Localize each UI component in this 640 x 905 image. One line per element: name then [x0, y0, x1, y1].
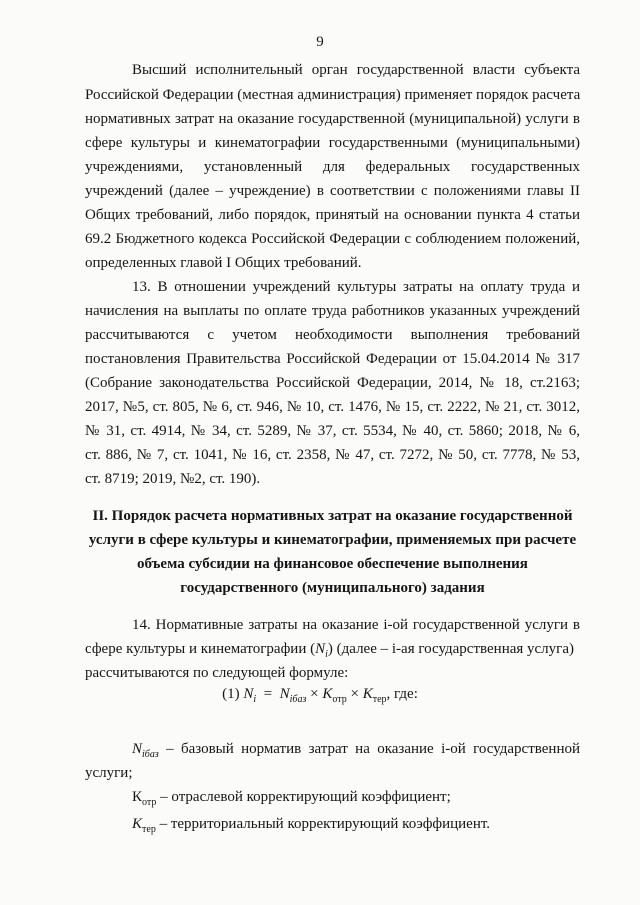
formula-times: ×	[310, 686, 319, 702]
symbol: N	[315, 641, 326, 657]
paragraph-line: рассчитываются по следующей формуле:	[85, 665, 349, 681]
paragraph-line: (Собрание законодательства Российской Федерации, 2014, № 18, ст.2163;	[85, 375, 580, 391]
section-heading-line: услуги в сфере культуры и кинематографии, применяемых при расчете	[88, 532, 577, 548]
page-number: 9	[316, 34, 324, 50]
symbol-subscript: отр	[142, 797, 157, 808]
paragraph-line: учреждений (далее – учреждение) в соответствии с положениями главы II	[85, 183, 580, 199]
section-heading-line: государственного (муниципального) задания	[180, 580, 485, 596]
formula-tail: , где:	[386, 686, 418, 702]
definition-text: – территориальный корректирующий коэффициент.	[159, 816, 491, 832]
section-heading-line: объема субсидии на финансовое обеспечение выполнения	[137, 556, 528, 572]
symbol: K	[132, 816, 143, 832]
formula-term: K	[322, 686, 333, 702]
formula-eq: =	[263, 686, 273, 702]
formula-term: K	[362, 686, 373, 702]
formula-term-sub: тер	[372, 694, 387, 705]
paragraph-line: ст. 886, № 7, ст. 1041, № 16, ст. 2358, № 47, ст. 7272, № 50, ст. 7778, № 53,	[85, 447, 580, 463]
paragraph-line: рассчитываются с учетом необходимости выполнения требований	[85, 327, 580, 343]
symbol: К	[132, 789, 143, 805]
definition-line	[132, 813, 580, 835]
formula-times: ×	[350, 686, 359, 702]
paragraph-line: сфере культуры и кинематографии государственными (муниципальными)	[85, 135, 580, 151]
symbol: N	[132, 741, 143, 757]
paragraph-line	[85, 638, 580, 660]
paragraph-line: Российской Федерации (местная администрация) применяет порядок расчета	[85, 87, 581, 103]
definition-text: – базовый норматив затрат на оказание i-ой государственной	[166, 741, 581, 757]
paragraph-line: постановления Правительства Российской Федерации от 15.04.2014 № 317	[85, 351, 580, 367]
paragraph-line: 13. В отношении учреждений культуры затраты на оплату труда и	[132, 279, 580, 295]
symbol-subscript: i	[325, 649, 328, 660]
definition-text: – отраслевой корректирующий коэффициент;	[160, 789, 451, 805]
paragraph-line: Общих требований, либо порядок, принятый на основании пункта 4 статьи	[85, 207, 580, 223]
paragraph-line: нормативных затрат на оказание государственной (муниципальной) услуги в	[85, 111, 580, 127]
formula-term-sub: iбаз	[289, 694, 307, 705]
symbol-subscript: тер	[142, 824, 156, 835]
paragraph-line: 69.2 Бюджетного кодекса Российской Федерации с соблюдением положений,	[85, 231, 580, 247]
definition-line	[132, 786, 580, 808]
definition-line: услуги;	[85, 765, 133, 781]
text-run: сфере культуры и кинематографии (	[85, 641, 316, 657]
text-run: ) (далее – i-ая государственная услуга)	[327, 641, 574, 657]
formula-lhs: N	[243, 686, 254, 702]
paragraph-line: 2017, №5, ст. 805, № 6, ст. 946, № 10, ст. 1476, № 15, ст. 2222, № 21, ст. 3012,	[85, 399, 580, 415]
paragraph-line: 14. Нормативные затраты на оказание i-ой государственной услуги в	[132, 617, 580, 633]
section-heading-line: II. Порядок расчета нормативных затрат на оказание государственной	[92, 508, 573, 524]
symbol-subscript: iбаз	[142, 749, 159, 760]
paragraph-line: Высший исполнительный орган государственной власти субъекта	[132, 62, 580, 78]
paragraph-line: начисления на выплаты по оплате труда работников указанных учреждений	[85, 303, 580, 319]
paragraph-line: определенных главой I Общих требований.	[85, 255, 362, 271]
paragraph-line: ст. 8719; 2019, №2, ст. 190).	[85, 471, 261, 487]
paragraph-line: учреждениями, установленный для федеральных государственных	[85, 159, 580, 175]
formula-lhs-sub: i	[253, 694, 257, 705]
formula-number: (1)	[222, 686, 240, 702]
paragraph-line: № 31, ст. 4914, № 34, ст. 5289, № 37, ст. 5534, № 40, ст. 5860; 2018, № 6,	[85, 423, 580, 439]
formula	[0, 686, 640, 705]
formula-term-sub: отр	[332, 694, 347, 705]
definition-line	[132, 738, 580, 760]
formula-term: N	[279, 686, 290, 702]
